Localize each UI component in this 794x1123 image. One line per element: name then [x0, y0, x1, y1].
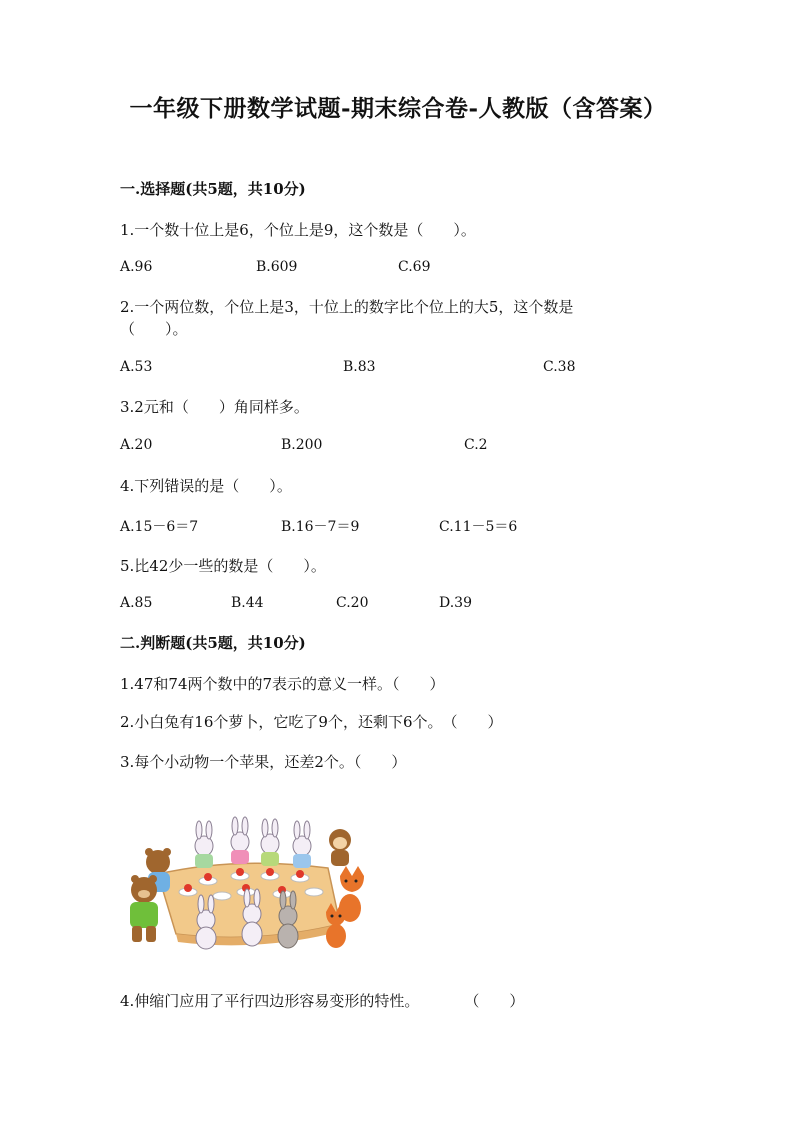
option-2b: B.83 — [343, 359, 376, 375]
option-5b: B.44 — [231, 595, 264, 611]
judge-question-4: 4.伸缩门应用了平行四边形容易变形的特性。 （ ） — [120, 992, 525, 1010]
option-4c: C.11－5＝6 — [439, 519, 518, 535]
section-heading-judge: 二.判断题(共5题，共10分) — [120, 634, 306, 652]
section-heading-choice: 一.选择题(共5题，共10分) — [120, 180, 306, 198]
option-3c: C.2 — [464, 437, 488, 453]
option-5a: A.85 — [120, 595, 153, 611]
option-4a: A.15－6＝7 — [120, 519, 199, 535]
option-3a: A.20 — [120, 437, 153, 453]
question-5: 5.比42少一些的数是（ ）。 — [120, 557, 326, 575]
judge-question-3: 3.每个小动物一个苹果，还差2个。（ ） — [120, 753, 407, 771]
judge-question-1: 1.47和74两个数中的7表示的意义一样。（ ） — [120, 675, 445, 693]
animals-table-illustration — [118, 816, 388, 952]
option-5d: D.39 — [439, 595, 472, 611]
option-3b: B.200 — [281, 437, 323, 453]
option-4b: B.16－7＝9 — [281, 519, 360, 535]
option-2c: C.38 — [543, 359, 576, 375]
option-1b: B.609 — [256, 259, 298, 275]
question-4: 4.下列错误的是（ ）。 — [120, 477, 292, 495]
option-2a: A.53 — [120, 359, 153, 375]
option-1c: C.69 — [398, 259, 431, 275]
page-title: 一年级下册数学试题-期末综合卷-人教版（含答案） — [129, 95, 667, 122]
question-1: 1.一个数十位上是6，个位上是9，这个数是（ ）。 — [120, 221, 476, 239]
question-2: 2.一个两位数，个位上是3，十位上的数字比个位上的大5，这个数是（ ）。 — [120, 298, 574, 338]
judge-question-2: 2.小白兔有16个萝卜，它吃了9个，还剩下6个。 （ ） — [120, 713, 503, 731]
option-5c: C.20 — [336, 595, 369, 611]
question-3: 3.2元和（ ）角同样多。 — [120, 398, 309, 416]
option-1a: A.96 — [120, 259, 153, 275]
